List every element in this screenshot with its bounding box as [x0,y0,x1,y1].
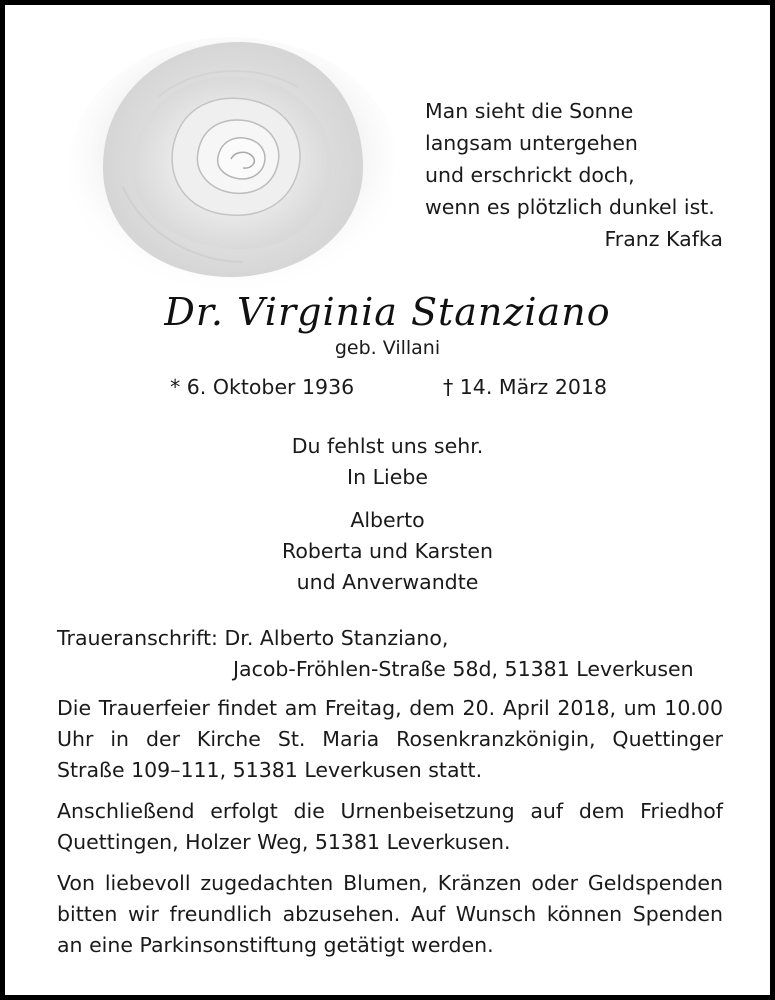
mourner: Roberta und Karsten [282,539,493,563]
address-street: Jacob-Fröhlen-Straße 58d, 51381 Leverkusen [233,657,694,681]
mourning-address [57,623,694,685]
rose-image [63,17,393,297]
quote-line: Man sieht die Sonne [425,99,634,123]
death-date: † 14. März 2018 [443,375,608,399]
maiden-name: geb. Villani [334,337,441,359]
birth-date: * 6. Oktober 1936 [170,375,355,399]
address-name: Dr. Alberto Stanziano, [224,626,449,650]
farewell-message [5,431,770,493]
funeral-service-paragraph: Die Trauerfeier findet am Freitag, dem 20. April 2018, um 10.00 Uhr in der Kirche St. Maria Rosenkranzkönigin, Quettinger Straße 109–111, 51381 Leverkusen statt. [57,696,723,782]
message-line: Du fehlst uns sehr. [291,434,484,458]
quote-line: langsam untergehen [425,131,638,155]
mourners-list [5,505,770,598]
message-line: In Liebe [347,465,428,489]
quote-author: Franz Kafka [604,227,723,251]
quote-line: und erschrickt doch, [425,163,635,187]
mourner: Alberto [350,508,425,532]
quote-line: wenn es plötzlich dunkel ist. [425,195,715,219]
address-label: Traueranschrift: [57,626,218,650]
donation-paragraph: Von liebevoll zugedachten Blumen, Kränzen oder Geldspenden bitten wir freundlich abzusehen. Auf Wunsch können Spenden an eine Parkinsonstiftung getätigt werden. [57,871,723,957]
deceased-name: Dr. Virginia Stanziano [164,290,611,334]
burial-paragraph: Anschließend erfolgt die Urnenbeisetzung auf dem Friedhof Quettingen, Holzer Weg, 51381 Leverkusen. [57,799,723,854]
kafka-quote [425,95,725,255]
mourner: und Anverwandte [296,570,479,594]
